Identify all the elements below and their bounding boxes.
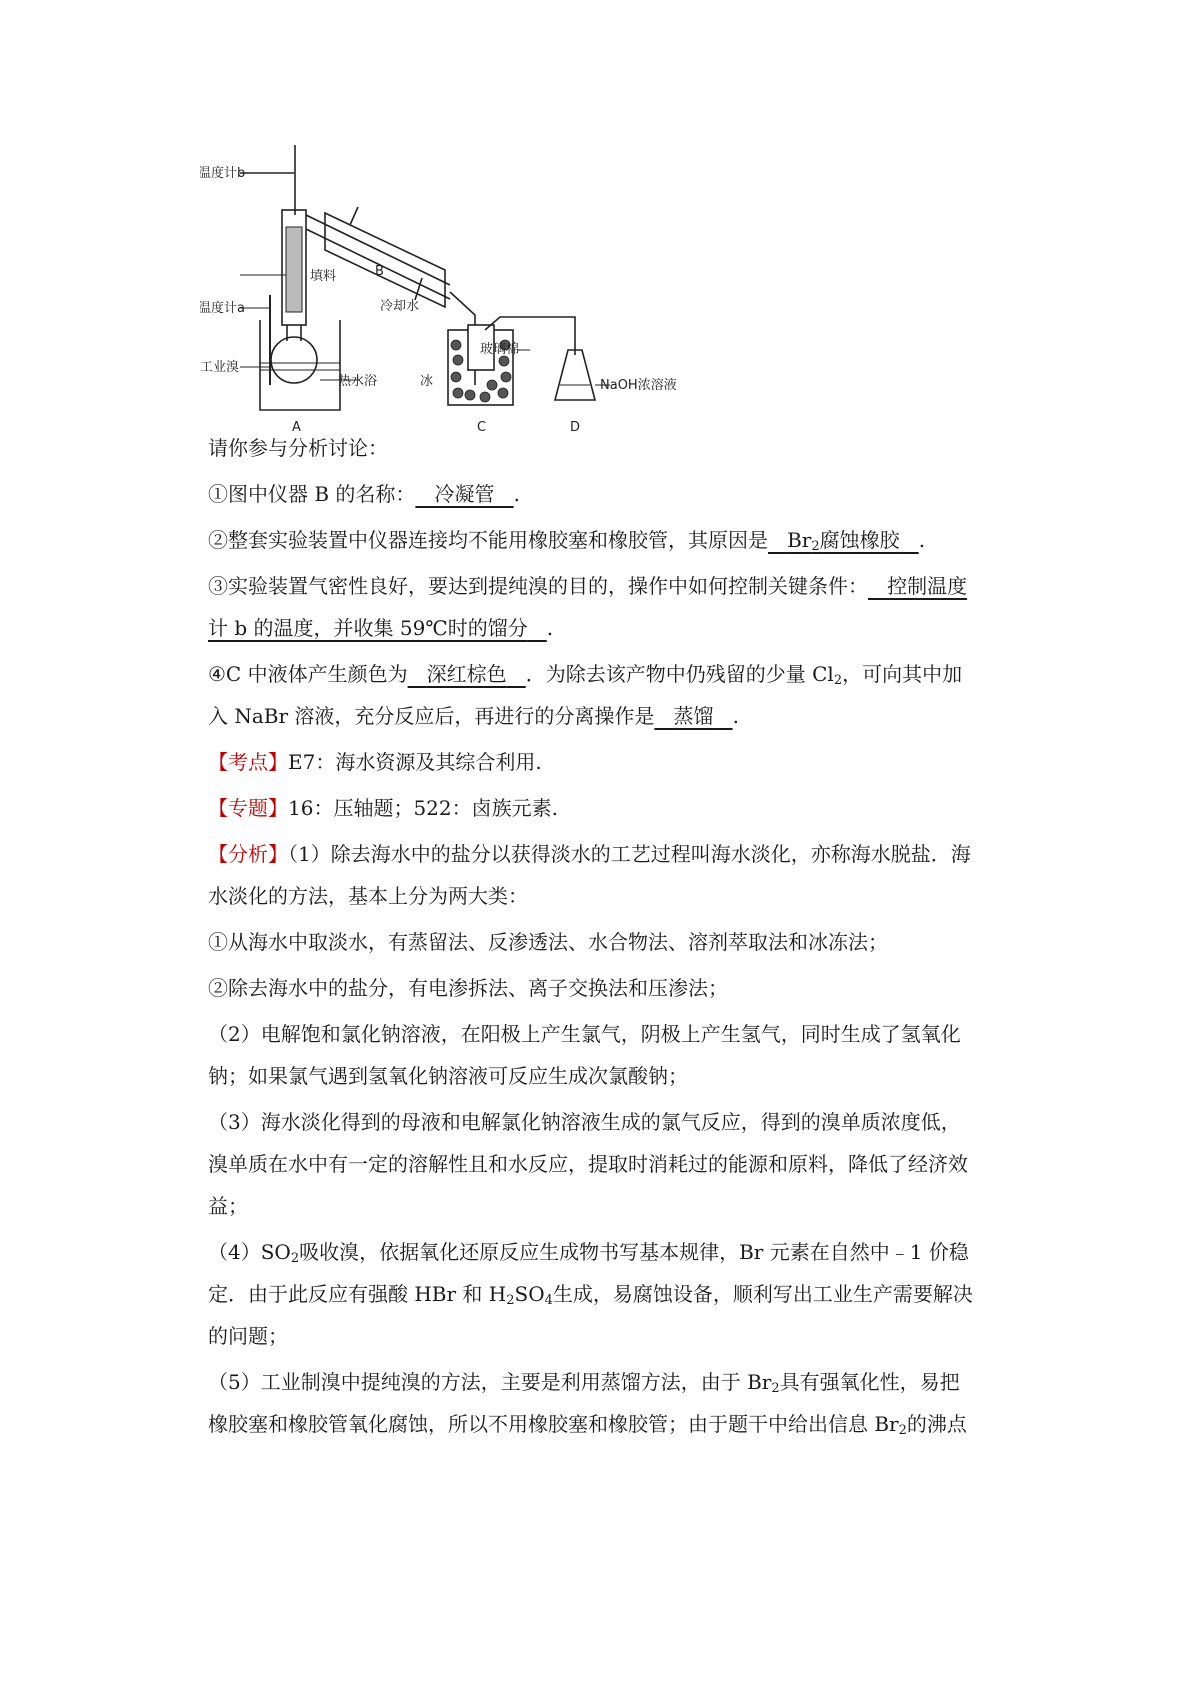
label-naoh: NaOH浓溶液 — [600, 378, 677, 393]
apparatus-diagram — [200, 145, 760, 455]
question-3-line-2: 计 b 的温度，并收集 59℃时的馏分 . — [208, 616, 554, 640]
fenxi-line-14: 橡胶塞和橡胶管氧化腐蚀，所以不用橡胶塞和橡胶管；由于题干中给出信息 $Br_2$的沸点 — [208, 1412, 967, 1438]
fenxi-line-13: （5）工业制溴中提纯溴的方法，主要是利用蒸馏方法，由于 $Br_2$具有强氧化性，易把 — [208, 1370, 960, 1396]
fenxi-line-8: 溴单质在水中有一定的溶解性且和水反应，提取时消耗过的能源和原料，降低了经济效 — [208, 1152, 968, 1176]
fenxi-line-5: （2）电解饱和氯化钠溶液，在阳极上产生氯气，阴极上产生氢气，同时生成了氢氧化 — [208, 1022, 961, 1046]
question-3-line-1: ③实验装置气密性良好，要达到提纯溴的目的，操作中如何控制关键条件： 控制温度 — [208, 574, 968, 598]
fenxi-line-1: 【分析】（1）除去海水中的盐分以获得淡水的工艺过程叫海水淡化，亦称海水脱盐．海 — [208, 842, 971, 866]
label-d: D — [570, 420, 581, 435]
fenxi-line-12: 的问题； — [208, 1324, 288, 1348]
condenser-b — [325, 213, 445, 307]
question-1: ①图中仪器 B 的名称： 冷凝管 . — [208, 482, 520, 506]
question-2: ②整套实验装置中仪器连接均不能用橡胶塞和橡胶管，其原因是 $Br_2$腐蚀橡胶 . — [208, 528, 926, 554]
intro: 请你参与分析讨论： — [208, 436, 388, 460]
label-hot-water-bath: 热水浴 — [338, 374, 378, 389]
fenxi-line-11: 定．由于此反应有强酸 HBr 和 $H_2SO_4$生成，易腐蚀设备，顺利写出工业生产需要解决 — [208, 1282, 973, 1308]
fenxi-line-10: $(4)SO_2$吸收溴，依据氧化还原反应生成物书写基本规律，Br 元素在自然中﹣1 价稳 — [208, 1240, 969, 1266]
fenxi-line-7: （3）海水淡化得到的母液和电解氯化钠溶液生成的氯气反应，得到的溴单质浓度低， — [208, 1110, 961, 1134]
flask-a — [271, 337, 317, 383]
label-thermometer-b: 温度计b — [200, 166, 246, 181]
label-c: C — [477, 420, 487, 435]
label-b: B — [375, 264, 384, 279]
answer-1: 冷凝管 — [434, 482, 495, 506]
answer-2: $Br_2$腐蚀橡胶 — [787, 528, 900, 554]
label-cooling-water: 冷却水 — [380, 299, 420, 314]
label-a: A — [292, 420, 301, 435]
question-4-line-2: 入 NaBr 溶液，充分反应后，再进行的分离操作是 蒸馏 . — [208, 704, 739, 728]
zhuanti: 【专题】16：压轴题；522：卤族元素. — [208, 796, 558, 820]
label-filler: 填料 — [310, 269, 337, 284]
label-glass-wool: 玻璃棉 — [480, 342, 520, 357]
kaodian: 【考点】E7：海水资源及其综合利用. — [208, 750, 542, 774]
label-industrial-bromine: 工业溴 — [200, 360, 240, 375]
fenxi-line-4: ②除去海水中的盐分，有电渗拆法、离子交换法和压渗法； — [208, 976, 728, 1000]
apparatus-figure — [200, 145, 760, 455]
fenxi-line-3: ①从海水中取淡水，有蒸留法、反渗透法、水合物法、溶剂萃取法和冰冻法； — [208, 930, 888, 954]
fenxi-line-6: 钠；如果氯气遇到氢氧化钠溶液可反应生成次氯酸钠； — [208, 1064, 688, 1088]
label-ice: 冰 — [420, 374, 434, 389]
label-thermometer-a: 温度计a — [200, 301, 245, 316]
fenxi-line-9: 益； — [208, 1194, 248, 1218]
filler-packing — [286, 227, 302, 312]
flask-d — [555, 350, 595, 400]
question-4-line-1: ④C 中液体产生颜色为 深红棕色 ．为除去该产物中仍残留的少量 $Cl_2$，可向其中加 — [208, 662, 963, 688]
fenxi-line-2: 水淡化的方法，基本上分为两大类： — [208, 884, 528, 908]
